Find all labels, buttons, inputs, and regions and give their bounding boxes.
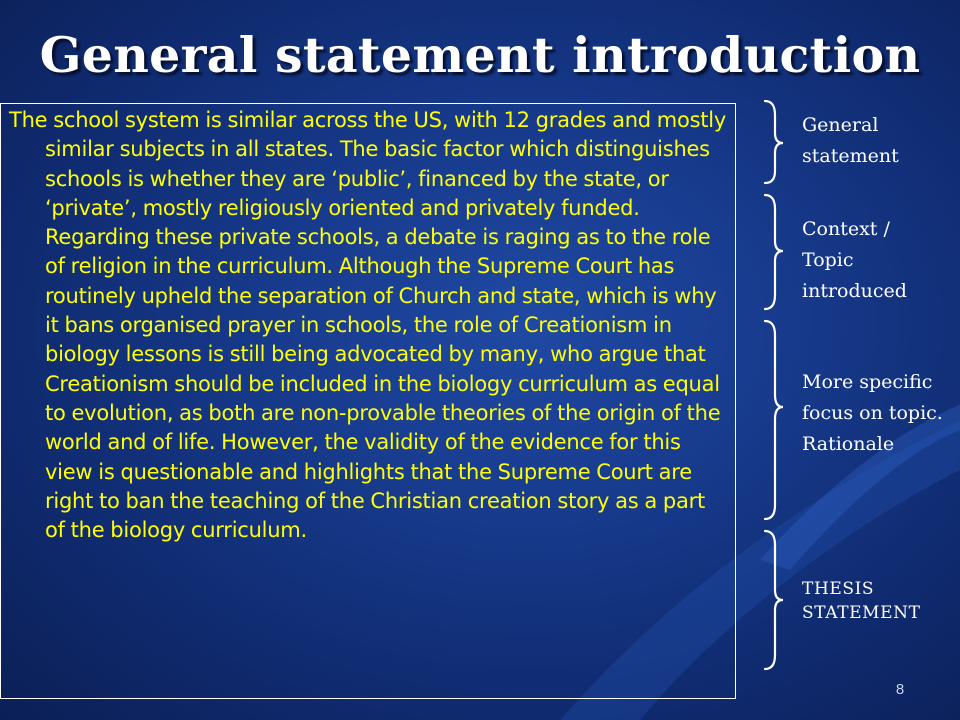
label-specific-focus: More specific focus on topic. Rationale bbox=[802, 371, 943, 455]
brace-thesis bbox=[765, 531, 783, 669]
body-paragraph: The school system is similar across the US, with 12 grades and mostly similar subjects in all states. The basic factor which distinguishes schools is whether they are ‘public’, financed by the state, or ‘private’, mostly religiously oriented and privately funded. Regarding these private schools, a debate is raging as to the role of religion in the curriculum. Although the Supreme Court has routinely upheld the separation of Church and state, which is why it bans organised prayer in schools, the role of Creationism in biology lessons is still being advocated by many, who argue that Creationism should be included in the biology curriculum as equal to evolution, as both are non-provable theories of the origin of the world and of life. However, the validity of the evidence for this view is questionable and highlights that the Supreme Court are right to ban the teaching of the Christian creation story as a part of the biology curriculum. bbox=[9, 108, 727, 543]
brace-group bbox=[755, 95, 795, 675]
label-context-topic: Context / Topic introduced bbox=[802, 218, 907, 302]
brace-general bbox=[765, 101, 783, 183]
body-text-box bbox=[0, 103, 736, 699]
page-number: 8 bbox=[895, 681, 905, 698]
label-thesis-statement: THESIS STATEMENT bbox=[802, 579, 921, 623]
slide-title: General statement introduction bbox=[39, 26, 921, 84]
label-general-statement: General statement bbox=[802, 114, 899, 167]
brace-context bbox=[765, 195, 783, 309]
brace-specific bbox=[765, 321, 783, 519]
